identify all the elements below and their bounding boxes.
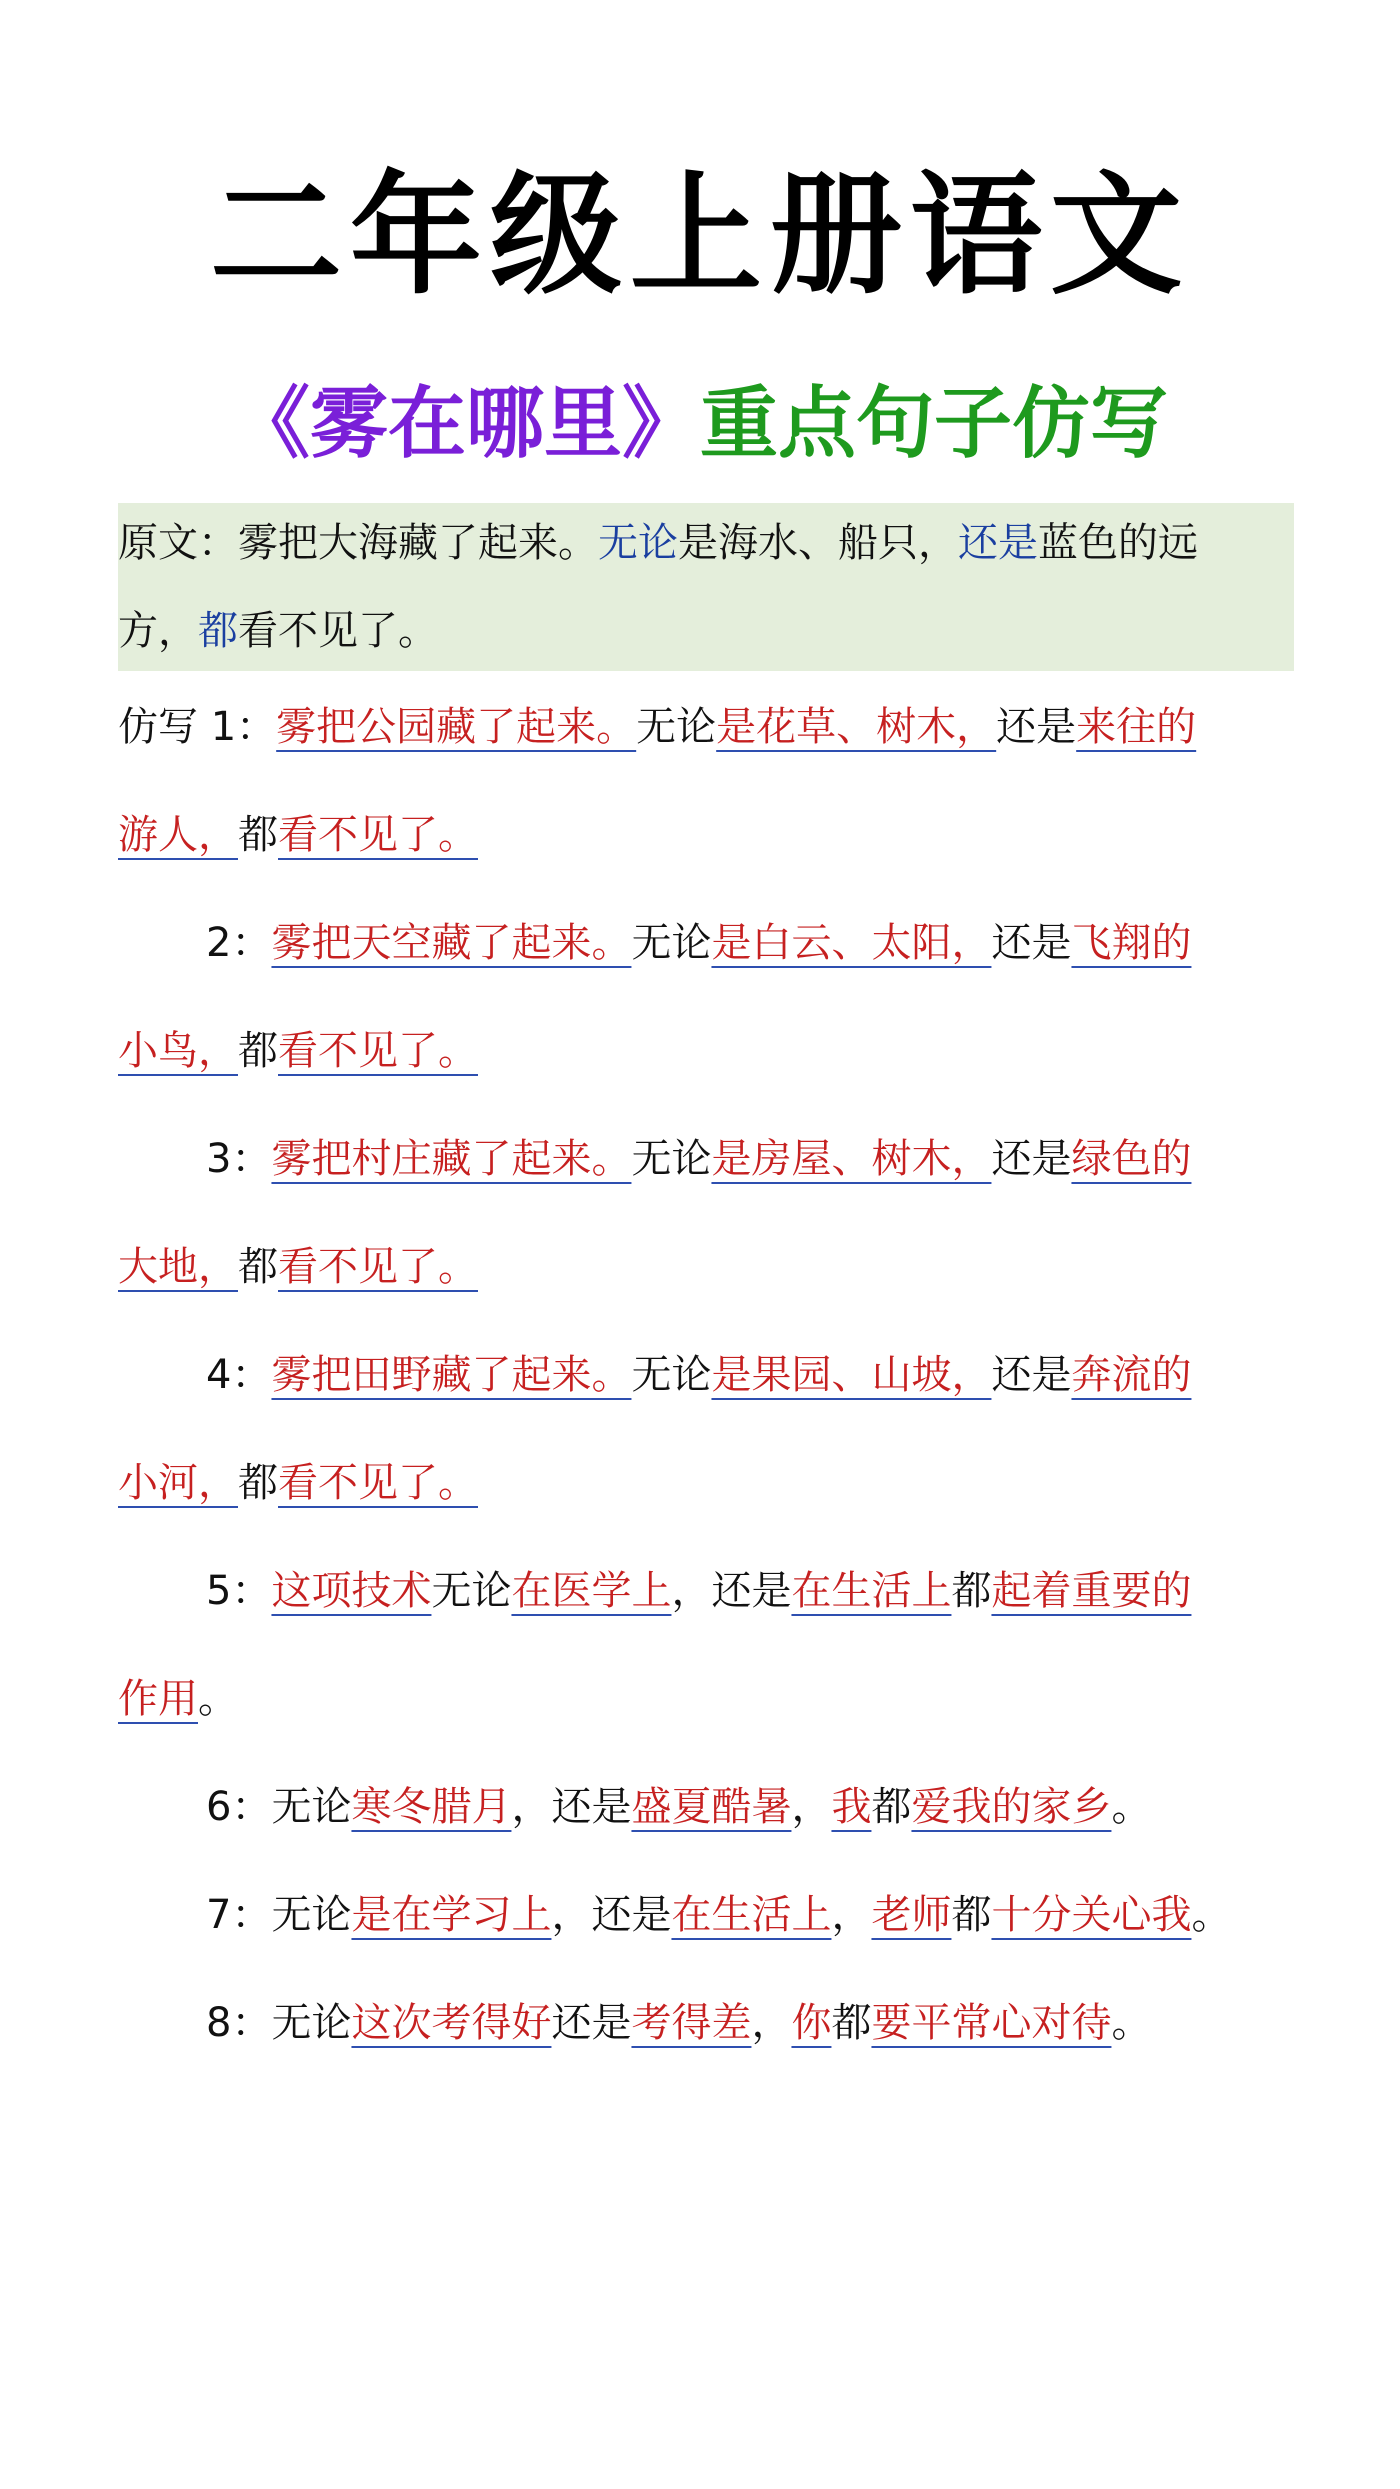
connector-word: 无论	[271, 1892, 352, 1938]
answer-blank: 老师	[871, 1892, 952, 1938]
separator: ，	[831, 1892, 872, 1938]
original-keyword: 还是	[958, 520, 1038, 566]
subtitle-book: 《雾在哪里》	[231, 379, 700, 469]
answer-blank: 雾把村庄藏了起来。	[271, 1136, 632, 1182]
imitation-3-line-1	[206, 1136, 1192, 1182]
sentence-end: 。	[1191, 1892, 1232, 1938]
connector-word: 还是	[991, 920, 1072, 966]
connector-word: 还是	[996, 704, 1077, 750]
item-label: 2：	[206, 920, 272, 966]
answer-blank: 大地，	[118, 1244, 238, 1290]
answer-blank: 小鸟，	[118, 1028, 238, 1074]
item-label: 7：	[206, 1892, 272, 1938]
answer-blank: 爱我的家乡	[911, 1784, 1112, 1830]
answer-blank: 来往的	[1076, 704, 1197, 750]
imitation-4-line-2	[118, 1460, 478, 1506]
answer-blank: 游人，	[118, 812, 238, 858]
imitation-5-line-1	[206, 1568, 1192, 1614]
connector-word: 无论	[431, 1568, 512, 1614]
separator: ，	[751, 2000, 792, 2046]
answer-blank: 绿色的	[1071, 1136, 1192, 1182]
connector-word: 都	[238, 1244, 278, 1290]
imitation-5-line-2	[118, 1676, 238, 1722]
answer-blank: 飞翔的	[1071, 920, 1192, 966]
sentence-end: 。	[1111, 1784, 1152, 1830]
connector-word: 无论	[631, 1352, 712, 1398]
answer-blank: 看不见了。	[278, 812, 478, 858]
answer-blank: 在生活上	[791, 1568, 952, 1614]
item-label: 3：	[206, 1136, 272, 1182]
connector-word: 都	[951, 1568, 992, 1614]
connector-word: ，还是	[511, 1784, 632, 1830]
answer-blank: 我	[831, 1784, 872, 1830]
item-label: 6：	[206, 1784, 272, 1830]
answer-blank: 是果园、山坡，	[711, 1352, 992, 1398]
imitation-6-line	[206, 1784, 1152, 1830]
original-sentence-box	[118, 503, 1294, 671]
page-title: 二年级上册语文	[210, 159, 1190, 313]
imitation-1-line-2	[118, 812, 478, 858]
original-line-1	[118, 520, 1198, 566]
connector-word: 都	[238, 1460, 278, 1506]
connector-word: 都	[831, 2000, 872, 2046]
answer-blank: 雾把田野藏了起来。	[271, 1352, 632, 1398]
connector-word: ，还是	[671, 1568, 792, 1614]
answer-blank: 你	[791, 2000, 832, 2046]
imitation-8-line	[206, 2000, 1152, 2046]
connector-word: 还是	[991, 1136, 1072, 1182]
original-label: 原文：	[118, 520, 238, 566]
connector-word: 还是	[991, 1352, 1072, 1398]
item-label: 5：	[206, 1568, 272, 1614]
imitation-2-line-2	[118, 1028, 478, 1074]
connector-word: ，还是	[551, 1892, 672, 1938]
imitation-2-line-1	[206, 920, 1192, 966]
item-label: 8：	[206, 2000, 272, 2046]
answer-blank: 是花草、树木，	[716, 704, 997, 750]
answer-blank: 看不见了。	[278, 1244, 478, 1290]
answer-blank: 在生活上	[671, 1892, 832, 1938]
sentence-end: 。	[198, 1676, 238, 1722]
answer-blank: 雾把公园藏了起来。	[276, 704, 637, 750]
original-text: 蓝色的远	[1038, 520, 1198, 566]
answer-blank: 看不见了。	[278, 1028, 478, 1074]
separator: ，	[791, 1784, 832, 1830]
original-text: 是海水、船只，	[678, 520, 958, 566]
connector-word: 无论	[636, 704, 717, 750]
imitation-3-line-2	[118, 1244, 478, 1290]
answer-blank: 看不见了。	[278, 1460, 478, 1506]
answer-blank: 在医学上	[511, 1568, 672, 1614]
answer-blank: 奔流的	[1071, 1352, 1192, 1398]
answer-blank: 小河，	[118, 1460, 238, 1506]
connector-word: 无论	[631, 920, 712, 966]
item-label: 仿写 1：	[118, 704, 277, 750]
sentence-end: 。	[1111, 2000, 1152, 2046]
item-label: 4：	[206, 1352, 272, 1398]
connector-word: 都	[238, 1028, 278, 1074]
connector-word: 无论	[271, 1784, 352, 1830]
connector-word: 都	[238, 812, 278, 858]
answer-blank: 盛夏酷暑	[631, 1784, 792, 1830]
answer-blank: 是白云、太阳，	[711, 920, 992, 966]
original-text: 雾把大海藏了起来。	[238, 520, 598, 566]
original-line-2	[118, 608, 438, 654]
page-subtitle	[0, 379, 1400, 469]
imitation-4-line-1	[206, 1352, 1192, 1398]
answer-blank: 起着重要的	[991, 1568, 1192, 1614]
answer-blank: 要平常心对待	[871, 2000, 1112, 2046]
answer-blank: 是房屋、树木，	[711, 1136, 992, 1182]
imitation-7-line	[206, 1892, 1232, 1938]
connector-word: 都	[871, 1784, 912, 1830]
answer-blank: 考得差	[631, 2000, 752, 2046]
answer-blank: 这项技术	[271, 1568, 432, 1614]
original-text: 看不见了。	[238, 608, 438, 654]
answer-blank: 作用	[118, 1676, 198, 1722]
answer-blank: 寒冬腊月	[351, 1784, 512, 1830]
imitation-1-line-1	[118, 704, 1197, 750]
connector-word: 无论	[631, 1136, 712, 1182]
subtitle-topic: 重点句子仿写	[700, 379, 1169, 469]
answer-blank: 雾把天空藏了起来。	[271, 920, 632, 966]
connector-word: 还是	[551, 2000, 632, 2046]
answer-blank: 这次考得好	[351, 2000, 552, 2046]
connector-word: 都	[951, 1892, 992, 1938]
answer-blank: 是在学习上	[351, 1892, 552, 1938]
original-keyword: 无论	[598, 520, 678, 566]
answer-blank: 十分关心我	[991, 1892, 1192, 1938]
original-text: 方，	[118, 608, 198, 654]
original-keyword: 都	[198, 608, 238, 654]
connector-word: 无论	[271, 2000, 352, 2046]
